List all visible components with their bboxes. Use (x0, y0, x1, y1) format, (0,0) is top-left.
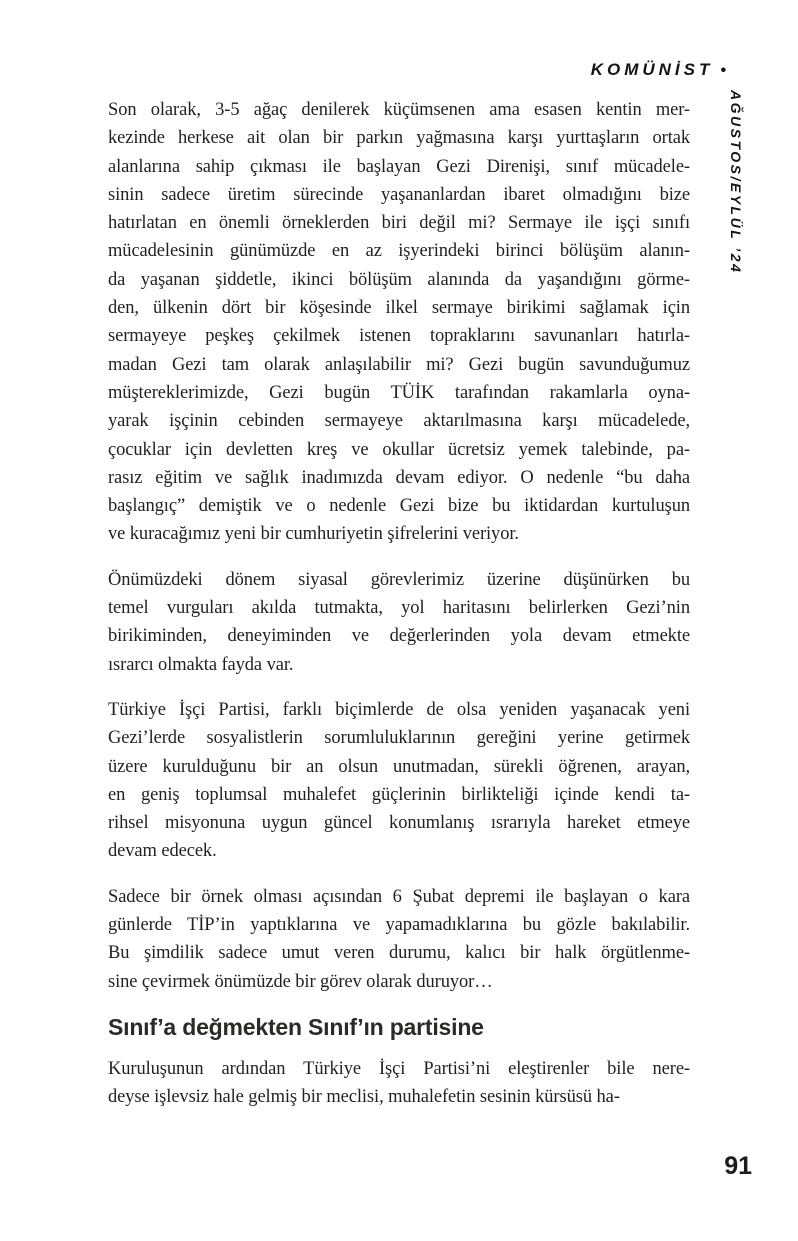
paragraph (108, 883, 690, 996)
text-line: ve kuracağımız yeni bir cumhuriyetin şifrelerini veriyor. (108, 524, 519, 545)
text-line: Bu şimdilik sadece umut veren durumu, kalıcı bir halk örgütlenme- (108, 943, 690, 964)
text-line: temel vurguları akılda tutmakta, yol haritasını belirlerken Gezi’nin (108, 598, 690, 619)
text-line: hatırlatan en önemli örneklerden biri değil mi? Sermaye ile işçi sınıfı (108, 213, 690, 234)
masthead-title: KOMÜNİST (590, 60, 714, 79)
text-line: da yaşanan şiddetle, ikinci bölüşüm alanında da yaşandığını görme- (108, 269, 690, 290)
text-line: müştereklerimizde, Gezi bugün TÜİK tarafından rakamlarla oyna- (108, 382, 690, 403)
text-line: rasız eğitim ve sağlık inadımızda devam ediyor. O nedenle “bu daha (108, 467, 690, 488)
text-line: kezinde herkese ait olan bir parkın yağmasına karşı yurttaşların ortak (108, 128, 690, 149)
text-line: çocuklar için devletten kreş ve okullar ücretsiz yemek talebinde, pa- (108, 439, 690, 460)
page-number: 91 (724, 1152, 752, 1180)
text-line: en geniş toplumsal muhalefet güçlerinin birlikteliği içinde kendi ta- (108, 784, 690, 805)
text-line: üzere kurulduğunu bir an olsun unutmadan, sürekli öğrenen, arayan, (108, 756, 690, 777)
text-line: mücadelesinin günümüzde en az işyerindeki birinci bölüşüm alanın- (108, 241, 690, 262)
issue-date-vertical: AĞUSTOS/EYLÜL ’24 (728, 90, 744, 275)
text-line: sine çevirmek önümüzde bir görev olarak duruyor… (108, 971, 493, 992)
text-line: yarak işçinin cebinden sermayeye aktarılmasına karşı mücadelede, (108, 411, 690, 432)
text-line: birikiminden, deneyiminden ve değerlerinden yola devam etmekte (108, 626, 690, 647)
text-line: Türkiye İşçi Partisi, farklı biçimlerde de olsa yeniden yaşanacak yeni (108, 699, 690, 720)
text-line: rihsel misyonuna uygun güncel konumlanış ısrarıyla hareket etmeye (108, 813, 690, 834)
text-line: Önümüzdeki dönem siyasal görevlerimiz üzerine düşünürken bu (108, 569, 690, 590)
text-line: sermayeye peşkeş çekilmek istenen topraklarını savunanları hatırla- (108, 326, 690, 347)
text-line: sinin sadece üretim sürecinde yaşananlardan ibaret olmadığını bize (108, 184, 690, 205)
paragraph (108, 696, 690, 866)
text-line: Gezi’lerde sosyalistlerin sorumluluklarının gereğini yerine getirmek (108, 728, 690, 749)
article-body (108, 96, 690, 1129)
text-line: Kuruluşunun ardından Türkiye İşçi Partisi’ni eleştirenler bile nere- (108, 1058, 690, 1079)
section-heading: Sınıf’a değmekten Sınıf’ın partisine (108, 1013, 484, 1040)
masthead-bullet-icon: • (720, 62, 726, 79)
paragraph (108, 566, 690, 679)
text-line: başlangıç” demiştik ve o nedenle Gezi bize bu iktidardan kurtuluşun (108, 496, 690, 517)
paragraph (108, 96, 690, 549)
text-line: Sadece bir örnek olması açısından 6 Şubat depremi ile başlayan o kara (108, 886, 690, 907)
text-line: Son olarak, 3-5 ağaç denilerek küçümsenen ama esasen kentin mer- (108, 100, 690, 120)
text-line: madan Gezi tam olarak anlaşılabilir mi? Gezi bugün savunduğumuz (108, 354, 690, 375)
paragraph (108, 1055, 690, 1112)
masthead (591, 60, 726, 80)
text-line: günlerde TİP’in yaptıklarına ve yapamadıklarına bu gözle bakılabilir. (108, 915, 690, 936)
text-line: devam edecek. (108, 841, 217, 862)
text-line: deyse işlevsiz hale gelmiş bir meclisi, muhalefetin sesinin kürsüsü ha- (108, 1087, 620, 1108)
text-line: ısrarcı olmakta fayda var. (108, 654, 294, 675)
text-line: alanlarına sahip çıkması ile başlayan Gezi Direnişi, sınıf mücadele- (108, 156, 690, 177)
text-line: den, ülkenin dört bir köşesinde ilkel sermaye birikimi sağlamak için (108, 298, 690, 319)
